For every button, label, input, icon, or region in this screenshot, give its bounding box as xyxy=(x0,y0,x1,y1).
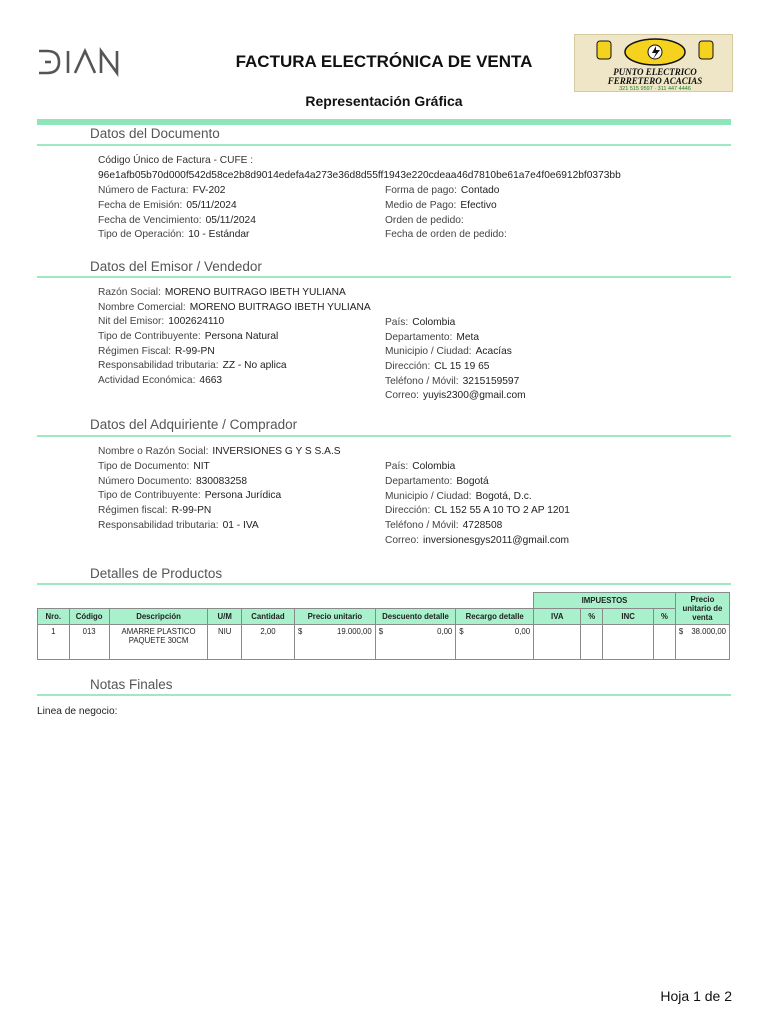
field-label: Dirección: xyxy=(385,361,431,373)
impuestos-group-header: IMPUESTOS xyxy=(534,593,676,609)
field-label: Número de Factura: xyxy=(98,185,189,196)
field-row xyxy=(385,460,570,475)
field-row xyxy=(98,286,371,301)
field-row xyxy=(98,445,341,460)
column-header: U/M xyxy=(208,609,241,625)
field-label: Tipo de Documento: xyxy=(98,460,190,472)
field-value: 05/11/2024 xyxy=(205,214,256,226)
field-value: 4663 xyxy=(199,375,223,387)
field-value: Persona Jurídica xyxy=(204,490,282,502)
field-value: R-99-PN xyxy=(171,505,212,517)
field-label: Número Documento: xyxy=(98,475,192,487)
table-group-header-row xyxy=(38,593,730,609)
field-label: Régimen fiscal: xyxy=(98,505,168,517)
field-row xyxy=(385,331,526,346)
field-row xyxy=(98,199,256,214)
table-cell: AMARRE PLASTICO PAQUETE 30CM xyxy=(109,625,208,660)
linea-negocio: Linea de negocio: xyxy=(37,706,118,717)
column-header: Precio unitario xyxy=(295,609,376,625)
column-header: Descuento detalle xyxy=(375,609,456,625)
field-row xyxy=(98,301,371,316)
field-label: Responsabilidad tributaria: xyxy=(98,519,219,531)
field-value: 4728508 xyxy=(462,520,503,532)
field-row xyxy=(98,519,341,534)
column-header: Descripción xyxy=(109,609,208,625)
table-cell: NIU xyxy=(208,625,241,660)
field-label: Actividad Económica: xyxy=(98,375,196,387)
field-label: Régimen Fiscal: xyxy=(98,345,172,357)
company-logo-phones: 321 515 9597 · 311 447 4446 xyxy=(619,86,691,91)
field-label: Municipio / Ciudad: xyxy=(385,346,472,358)
field-value: Bogotá, D.c. xyxy=(475,490,532,502)
field-row xyxy=(385,490,570,505)
field-row xyxy=(385,375,526,390)
field-row xyxy=(385,345,526,360)
section-divider xyxy=(37,435,731,437)
field-label: Correo: xyxy=(385,390,419,402)
field-row xyxy=(98,330,371,345)
company-logo xyxy=(574,34,733,92)
field-row xyxy=(98,475,341,490)
field-row xyxy=(98,504,341,519)
field-value: 830083258 xyxy=(196,475,247,487)
field-value: Contado xyxy=(460,185,500,196)
section-divider xyxy=(37,583,731,585)
field-row xyxy=(98,315,371,330)
field-value: NIT xyxy=(193,460,210,472)
company-logo-line1: PUNTO ELECTRICO xyxy=(613,67,697,77)
field-value: Bogotá xyxy=(456,475,489,487)
table-cell: $ 38.000,00 xyxy=(675,625,729,660)
adquiriente-right-fields xyxy=(385,460,570,549)
field-label: Tipo de Contribuyente: xyxy=(98,331,201,343)
column-header: % xyxy=(581,609,603,625)
table-row xyxy=(38,625,730,660)
field-value: INVERSIONES G Y S S.A.S xyxy=(212,446,341,457)
field-label: Responsabilidad tributaria: xyxy=(98,360,219,372)
field-row xyxy=(385,360,526,375)
field-label: Fecha de orden de pedido: xyxy=(385,229,507,241)
field-label: Forma de pago: xyxy=(385,185,457,196)
section-title-notas: Notas Finales xyxy=(90,677,173,692)
svg-text:DIAN: DIAN xyxy=(37,46,40,47)
field-value: Colombia xyxy=(412,317,456,328)
field-value: FV-202 xyxy=(192,185,226,196)
field-row xyxy=(385,199,511,214)
field-row xyxy=(385,214,511,229)
section-title-productos: Detalles de Productos xyxy=(90,566,223,581)
field-value: ZZ - No aplica xyxy=(222,360,287,372)
column-header: Nro. xyxy=(38,609,70,625)
table-cell: 013 xyxy=(69,625,109,660)
section-divider xyxy=(37,694,731,696)
table-cell: $ 19.000,00 xyxy=(295,625,376,660)
field-value: CL 152 55 A 10 TO 2 AP 1201 xyxy=(434,505,570,517)
field-label: Tipo de Operación: xyxy=(98,229,185,241)
field-row xyxy=(385,475,570,490)
field-label: País: xyxy=(385,461,409,472)
column-header: IVA xyxy=(534,609,581,625)
field-row xyxy=(98,359,371,374)
field-label: Nombre Comercial: xyxy=(98,301,186,313)
field-value: MORENO BUITRAGO IBETH YULIANA xyxy=(164,287,346,298)
field-row xyxy=(98,345,371,360)
field-label: Municipio / Ciudad: xyxy=(385,490,472,502)
field-row xyxy=(98,460,341,475)
field-row xyxy=(385,184,511,199)
field-label: País: xyxy=(385,317,409,328)
field-label: Medio de Pago: xyxy=(385,199,457,211)
field-value: Meta xyxy=(456,331,480,343)
field-row xyxy=(98,214,256,229)
emisor-right-fields xyxy=(385,316,526,404)
field-label: Teléfono / Móvil: xyxy=(385,375,459,387)
adquiriente-left-fields xyxy=(98,445,341,534)
field-row xyxy=(385,519,570,534)
field-row xyxy=(98,489,341,504)
field-value: 1002624110 xyxy=(168,316,225,328)
field-label: Fecha de Vencimiento: xyxy=(98,214,202,226)
field-row xyxy=(385,228,511,243)
field-row xyxy=(385,316,526,331)
column-header: Código xyxy=(69,609,109,625)
company-logo-line2: FERRETERO ACACIAS xyxy=(607,76,703,86)
field-value: 05/11/2024 xyxy=(186,199,237,211)
field-value: 10 - Estándar xyxy=(188,229,250,241)
products-table xyxy=(37,592,730,660)
field-value: 3215159597 xyxy=(462,375,520,387)
section-bar xyxy=(37,119,731,125)
field-value: Efectivo xyxy=(460,199,497,211)
section-divider xyxy=(37,276,731,278)
table-cell xyxy=(603,625,654,660)
section-divider xyxy=(37,144,731,146)
field-row xyxy=(385,534,570,549)
field-value: yuyis2300@gmail.com xyxy=(422,390,526,402)
field-value: MORENO BUITRAGO IBETH YULIANA xyxy=(189,301,371,313)
table-cell: $ 0,00 xyxy=(456,625,534,660)
field-row xyxy=(385,504,570,519)
documento-left-fields xyxy=(98,184,256,243)
field-label: Nombre o Razón Social: xyxy=(98,446,209,457)
field-label: Fecha de Emisión: xyxy=(98,199,183,211)
field-label: Teléfono / Móvil: xyxy=(385,520,459,532)
field-label: Departamento: xyxy=(385,475,453,487)
field-value: Persona Natural xyxy=(204,331,279,343)
section-title-emisor: Datos del Emisor / Vendedor xyxy=(90,259,262,274)
field-value: inversionesgys2011@gmail.com xyxy=(422,534,570,546)
column-header: INC xyxy=(603,609,654,625)
table-cell xyxy=(534,625,581,660)
table-cell: $ 0,00 xyxy=(375,625,456,660)
table-cell: 2,00 xyxy=(241,625,294,660)
section-title-documento: Datos del Documento xyxy=(90,126,220,141)
field-label: Tipo de Contribuyente: xyxy=(98,490,201,502)
emisor-left-fields xyxy=(98,286,371,389)
field-label: Orden de pedido: xyxy=(385,214,464,226)
field-value: CL 15 19 65 xyxy=(434,361,490,373)
page-number: Hoja 1 de 2 xyxy=(660,988,732,1004)
document-title: FACTURA ELECTRÓNICA DE VENTA xyxy=(235,52,533,71)
document-subtitle: Representación Gráfica xyxy=(305,93,463,109)
documento-right-fields xyxy=(385,184,511,243)
cufe-label: Código Único de Factura - CUFE : xyxy=(98,155,254,166)
precio-venta-header: Precio unitario de venta xyxy=(675,593,729,625)
table-cell: 1 xyxy=(38,625,70,660)
cufe-value: 96e1afb05b70d000f542d58ce2b8d9014edefa4a273e36d8d55ff1943e220cdeaa46d7810be61a7e4f0e6912bf0373bb xyxy=(98,170,621,181)
table-cell xyxy=(581,625,603,660)
field-row xyxy=(98,184,256,199)
field-value: Colombia xyxy=(412,461,456,472)
field-row xyxy=(98,228,256,243)
field-row xyxy=(385,389,526,404)
column-header: % xyxy=(654,609,676,625)
table-cell xyxy=(654,625,676,660)
column-header: Cantidad xyxy=(241,609,294,625)
field-label: Departamento: xyxy=(385,331,453,343)
field-value: R-99-PN xyxy=(175,345,215,357)
field-label: Correo: xyxy=(385,534,419,546)
field-value: Acacías xyxy=(475,346,512,358)
field-label: Nit del Emisor: xyxy=(98,316,165,328)
column-header: Recargo detalle xyxy=(456,609,534,625)
table-header-row xyxy=(38,609,730,625)
field-label: Dirección: xyxy=(385,505,431,517)
section-title-adquiriente: Datos del Adquiriente / Comprador xyxy=(90,417,298,432)
company-logo-graphic xyxy=(575,35,732,91)
field-value: 01 - IVA xyxy=(222,519,259,531)
field-label: Razón Social: xyxy=(98,287,161,298)
field-row xyxy=(98,374,371,389)
